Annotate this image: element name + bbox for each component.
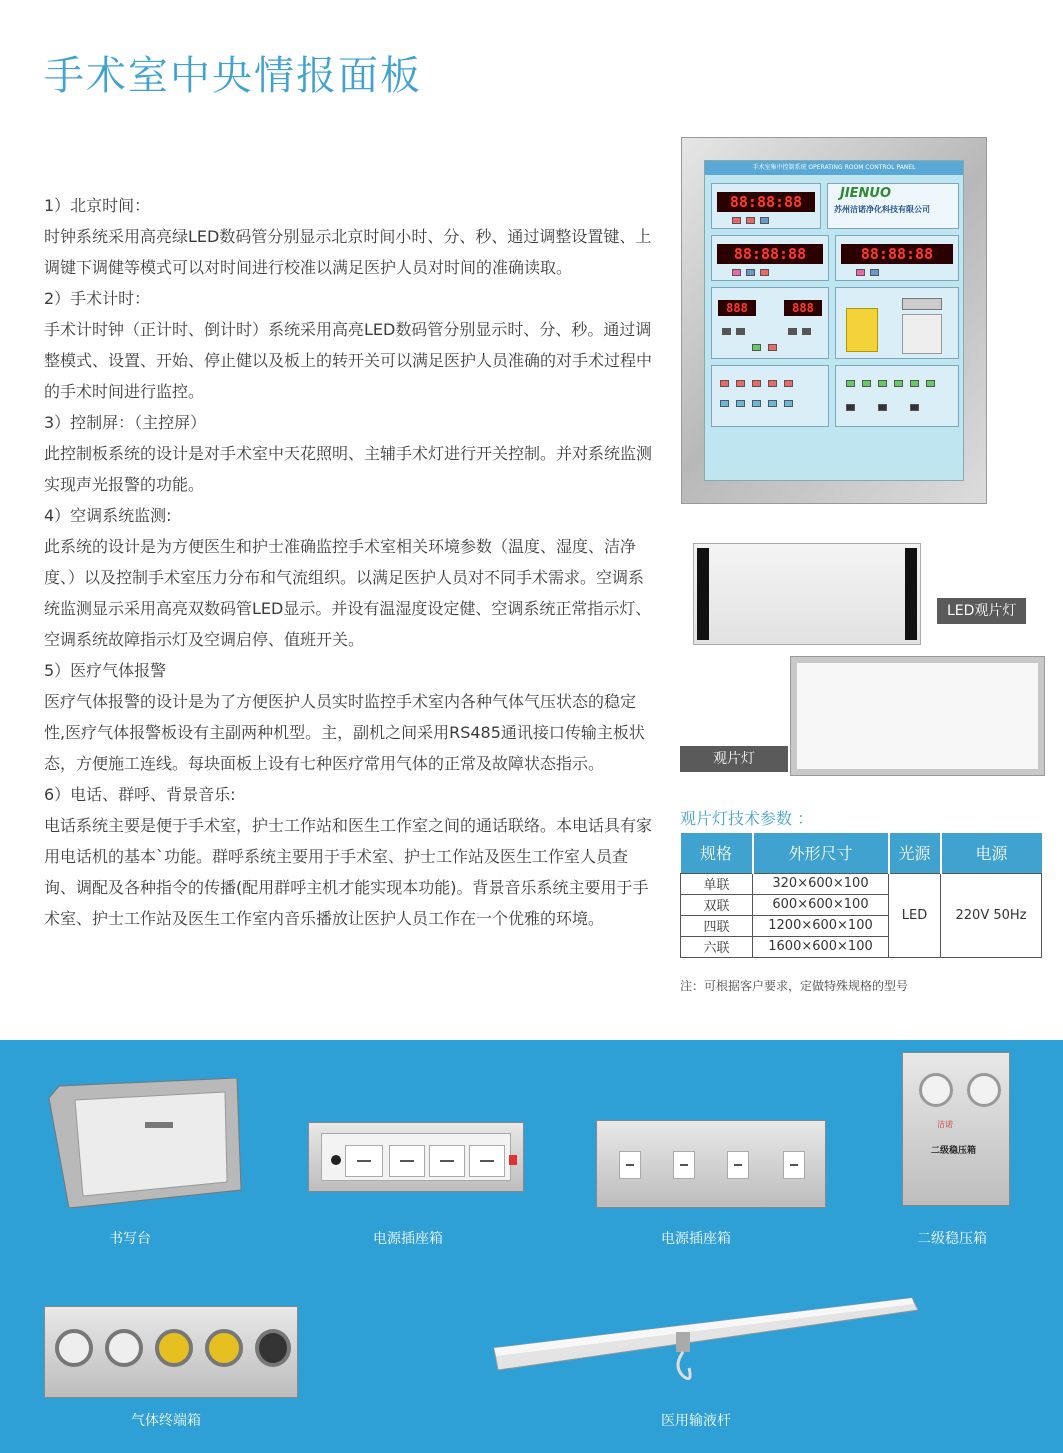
button-icon xyxy=(784,400,793,407)
desk-caption: 书写台 xyxy=(109,1231,151,1247)
iv-pole-caption: 医用输液杆 xyxy=(661,1413,731,1429)
button-icon xyxy=(760,269,769,276)
section-body: 手术计时钟（正计时、倒计时）系统采用高亮LED数码管分别显示时、分、秒。通过调整模式、设置、开始、停止健以及板上的转开关可以满足医护人员准确的对手术过程中的手术时间进行监控。 xyxy=(44,320,653,401)
button-icon xyxy=(720,380,729,387)
button-icon xyxy=(722,328,731,335)
section-title: 5）医疗气体报警 xyxy=(44,661,167,680)
section-title: 1）北京时间： xyxy=(44,196,151,215)
logo-box xyxy=(827,183,959,229)
company-name: 苏州洁诺净化科技有限公司 xyxy=(834,205,930,214)
spec-size: 1200×600×100 xyxy=(753,915,889,936)
button-icon xyxy=(752,380,761,387)
gas-alarm-box xyxy=(835,365,959,427)
gas-outlet-icon xyxy=(55,1329,93,1367)
viewer-screen xyxy=(797,663,1038,769)
outlet-icon xyxy=(673,1151,695,1179)
section-title: 2）手术计时： xyxy=(44,289,151,308)
button-icon xyxy=(894,380,903,387)
button-icon xyxy=(910,404,919,411)
button-icon xyxy=(768,400,777,407)
gas-terminal-caption: 气体终端箱 xyxy=(131,1413,201,1429)
socket-box-2-image xyxy=(596,1120,826,1208)
spec-header: 规格 xyxy=(681,833,753,873)
temperature-display: 888 xyxy=(718,300,756,316)
regulator-brand: 洁诺 xyxy=(937,1120,953,1129)
viewer-label: 观片灯 xyxy=(680,746,788,772)
section-title: 4）空调系统监测: xyxy=(44,506,172,525)
pressure-gauge-icon xyxy=(967,1073,1001,1107)
section-body: 此系统的设计是为方便医生和护士准确监控手术室相关环境参数（温度、湿度、洁净度、）以及控制手术室压力分布和气流组织。以满足医护人员对不同手术需求。空调系统监测显示采用高亮双数码管LED显示。并设有温湿度设定健、空调系统正常指示灯、空调系统故障指示灯及空调启停、值班开关。 xyxy=(44,537,652,649)
spec-table xyxy=(680,833,1042,958)
viewer-image xyxy=(790,656,1045,776)
button-icon xyxy=(736,328,745,335)
button-icon xyxy=(878,380,887,387)
button-icon xyxy=(732,217,741,224)
spec-light-source: LED xyxy=(889,873,941,957)
phone-box xyxy=(835,287,959,359)
button-icon xyxy=(732,269,741,276)
spec-size: 320×600×100 xyxy=(753,873,889,894)
section-title: 3）控制屏：（主控屏） xyxy=(44,413,207,432)
timer-box-left xyxy=(711,235,829,281)
socket-box-1-image xyxy=(308,1122,524,1192)
timer-display: 88:88:88 xyxy=(841,244,953,264)
led-viewer-image xyxy=(693,543,921,645)
gas-outlet-icon xyxy=(255,1329,291,1367)
button-icon xyxy=(736,380,745,387)
button-icon xyxy=(768,380,777,387)
button-icon xyxy=(788,328,797,335)
gas-outlet-icon xyxy=(205,1329,243,1367)
outlet-icon xyxy=(727,1151,749,1179)
spec-model: 四联 xyxy=(681,915,753,936)
regulator-plate-label: 二级稳压箱 xyxy=(931,1146,977,1156)
spec-header: 电源 xyxy=(941,833,1042,873)
section-title: 6）电话、群呼、背景音乐: xyxy=(44,785,236,804)
ac-monitor-box xyxy=(711,287,829,359)
control-panel-image xyxy=(681,137,987,504)
brand-logo: JIENUO xyxy=(840,186,892,201)
spec-power: 220V 50Hz xyxy=(941,873,1042,957)
spec-model: 六联 xyxy=(681,936,753,957)
button-icon xyxy=(736,400,745,407)
socket-box-2-caption: 电源插座箱 xyxy=(661,1231,731,1247)
outlet-icon xyxy=(619,1151,641,1179)
section-body: 时钟系统采用高亮绿LED数码管分别显示北京时间小时、分、秒、通过调整设置键、上调键下调健等模式可以对时间进行校准以满足医护人员对时间的准确读取。 xyxy=(44,227,652,277)
spec-model: 双联 xyxy=(681,894,753,915)
dial-pad-icon xyxy=(902,314,942,354)
button-icon xyxy=(856,269,865,276)
section-body: 此控制板系统的设计是对手术室中天花照明、主辅手术灯进行开关控制。并对系统监测实现声光报警的功能。 xyxy=(44,444,653,494)
phone-screen-icon xyxy=(902,298,942,310)
control-panel-face xyxy=(704,160,964,481)
socket-box-1-caption: 电源插座箱 xyxy=(373,1231,443,1247)
page-title: 手术室中央情报面板 xyxy=(44,53,422,99)
button-icon xyxy=(768,344,777,351)
timer-box-right xyxy=(835,235,959,281)
clock-box xyxy=(711,183,821,229)
outlet-icon xyxy=(345,1145,383,1177)
switch-icon xyxy=(331,1155,341,1165)
button-icon xyxy=(862,380,871,387)
button-icon xyxy=(910,380,919,387)
button-icon xyxy=(846,380,855,387)
button-icon xyxy=(720,400,729,407)
button-icon xyxy=(802,328,811,335)
section-body: 医疗气体报警的设计是为了方便医护人员实时监控手术室内各种气体气压状态的稳定性,医疗气体报警板设有主副两种机型。主，副机之间采用RS485通讯接口传输主板状态，方便施工连线。每块面板上设有七种医疗常用气体的正常及故障状态指示。 xyxy=(44,692,645,773)
control-panel-header: 手术室集中控制系统 OPERATING ROOM CONTROL PANEL xyxy=(705,161,963,175)
writing-desk-image xyxy=(45,1078,245,1208)
iv-pole-icon xyxy=(490,1296,920,1396)
viewer-frame-right xyxy=(905,548,917,640)
viewer-frame-left xyxy=(697,548,709,640)
button-icon xyxy=(746,269,755,276)
outlet-icon xyxy=(783,1151,805,1179)
outlet-icon xyxy=(469,1145,505,1177)
spec-header: 外形尺寸 xyxy=(753,833,889,873)
clock-display: 88:88:88 xyxy=(717,192,815,212)
spec-size: 1600×600×100 xyxy=(753,936,889,957)
writing-desk-icon xyxy=(45,1078,245,1208)
gas-outlet-icon xyxy=(105,1329,143,1367)
pressure-gauge-icon xyxy=(919,1073,953,1107)
description-text xyxy=(44,190,656,934)
spec-title: 观片灯技术参数 ： xyxy=(680,809,814,828)
button-icon xyxy=(878,404,887,411)
lighting-control-box xyxy=(711,365,829,427)
button-icon xyxy=(926,380,935,387)
indicator-icon xyxy=(509,1155,517,1165)
spec-model: 单联 xyxy=(681,873,753,894)
gas-outlet-icon xyxy=(155,1329,193,1367)
spec-size: 600×600×100 xyxy=(753,894,889,915)
regulator-box-image xyxy=(902,1052,1010,1206)
regulator-caption: 二级稳压箱 xyxy=(917,1231,987,1247)
spec-note: 注：可根据客户要求，定做特殊规格的型号 xyxy=(680,979,909,993)
led-viewer-label: LED观片灯 xyxy=(937,598,1026,624)
outlet-icon xyxy=(389,1145,425,1177)
button-icon xyxy=(760,217,769,224)
button-icon xyxy=(846,404,855,411)
keypad-icon xyxy=(846,308,878,352)
humidity-display: 888 xyxy=(784,300,822,316)
table-row xyxy=(681,873,1042,894)
spec-header: 光源 xyxy=(889,833,941,873)
section-body: 电话系统主要是便于手术室，护士工作站和医生工作室之间的通话联络。本电话具有家用电话机的基本`功能。群呼系统主要用于手术室、护士工作站及医生工作室人员查询、调配及各种指令的传播(配用群呼主机才能实现本功能)。背景音乐系统主要用于手术室、护士工作站及医生工作室内音乐播放让医护人员工作在一个优雅的环境。 xyxy=(44,816,653,928)
iv-pole-image xyxy=(490,1296,920,1396)
gas-terminal-box-image xyxy=(44,1306,298,1398)
button-icon xyxy=(784,380,793,387)
button-icon xyxy=(746,217,755,224)
timer-display: 88:88:88 xyxy=(717,244,823,264)
button-icon xyxy=(752,400,761,407)
button-icon xyxy=(752,344,761,351)
button-icon xyxy=(870,269,879,276)
outlet-icon xyxy=(429,1145,465,1177)
